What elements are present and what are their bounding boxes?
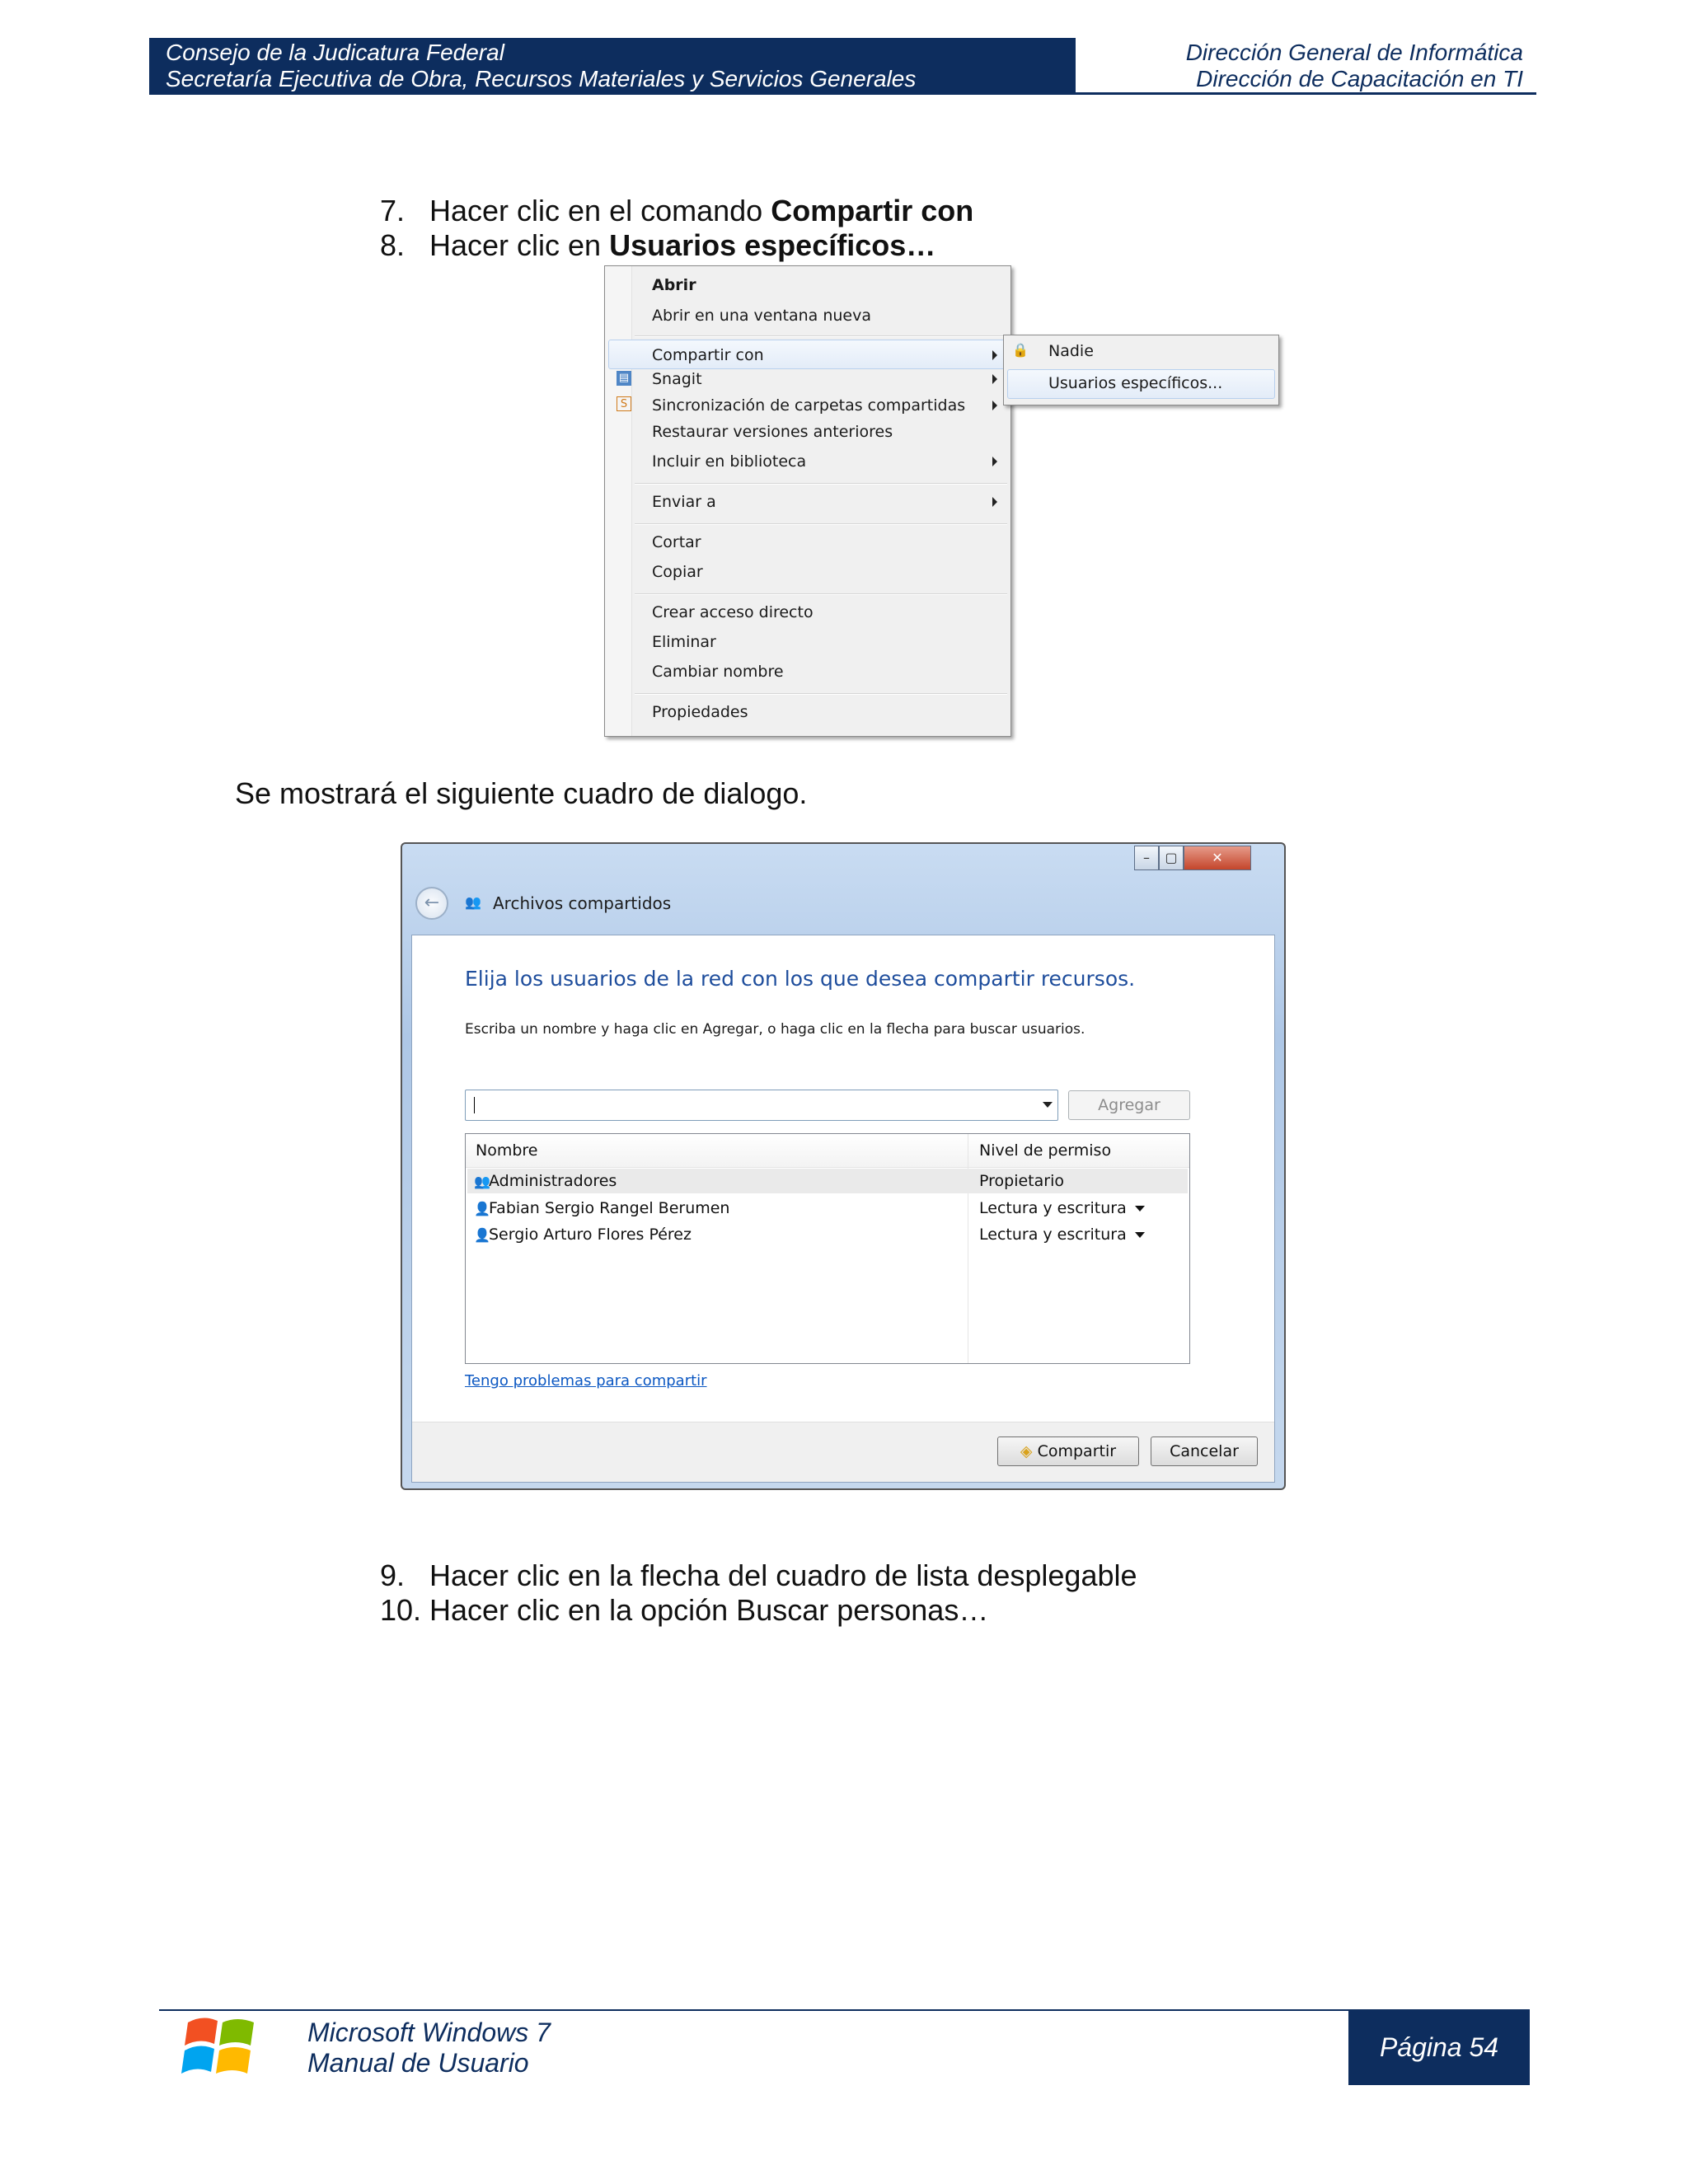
menu-item-cambiar-nombre[interactable]: Cambiar nombre bbox=[652, 663, 784, 681]
sync-icon: S bbox=[617, 396, 631, 411]
menu-item-crear-acceso-directo[interactable]: Crear acceso directo bbox=[652, 603, 814, 621]
permissions-list bbox=[465, 1133, 1190, 1364]
windows-logo-icon bbox=[181, 2011, 260, 2082]
header-org-name: Consejo de la Judicatura Federal bbox=[166, 40, 504, 65]
dialog-heading: Elija los usuarios de la red con los que desea compartir recursos. bbox=[465, 967, 1136, 991]
cancel-button[interactable]: Cancelar bbox=[1151, 1436, 1258, 1466]
submenu-arrow-icon bbox=[992, 457, 997, 466]
submenu-item-usuarios-especificos[interactable]: Usuarios específicos... bbox=[1048, 374, 1223, 392]
menu-separator bbox=[635, 335, 1007, 337]
menu-item-incluir-biblioteca[interactable]: Incluir en biblioteca bbox=[652, 452, 807, 471]
context-menu bbox=[604, 265, 1011, 737]
header-rule bbox=[149, 92, 1536, 95]
menu-item-sincronizacion[interactable]: Sincronización de carpetas compartidas bbox=[652, 396, 966, 415]
user-icon: 👤 bbox=[474, 1227, 490, 1243]
dialog-footer bbox=[412, 1422, 1274, 1482]
permission-dropdown[interactable] bbox=[979, 1222, 1145, 1247]
row-name: Fabian Sergio Rangel Berumen bbox=[489, 1199, 730, 1217]
table-row[interactable] bbox=[474, 1169, 617, 1194]
footer-product: Microsoft Windows 7 bbox=[307, 2018, 551, 2047]
menu-item-enviar-a[interactable]: Enviar a bbox=[652, 493, 716, 511]
step-7 bbox=[380, 194, 973, 228]
step-number: 10. bbox=[380, 1593, 422, 1627]
dropdown-arrow-icon[interactable] bbox=[1135, 1206, 1145, 1212]
step-text: Hacer clic en el comando bbox=[429, 194, 771, 227]
step-command: Compartir con bbox=[771, 194, 974, 227]
menu-separator bbox=[635, 593, 1007, 595]
menu-separator bbox=[635, 483, 1007, 485]
step-8 bbox=[380, 228, 935, 263]
lock-icon: 🔒 bbox=[1012, 342, 1029, 358]
shared-users-icon: 👥 bbox=[465, 894, 481, 910]
footer-title bbox=[307, 2018, 551, 2079]
footer-manual: Manual de Usuario bbox=[307, 2048, 529, 2078]
step-number: 7. bbox=[380, 194, 406, 227]
share-dialog bbox=[401, 842, 1286, 1490]
row-name: Administradores bbox=[489, 1172, 617, 1190]
add-button[interactable]: Agregar bbox=[1068, 1090, 1190, 1120]
submenu-arrow-icon bbox=[992, 401, 997, 410]
back-arrow-icon[interactable]: ← bbox=[415, 887, 448, 920]
share-button-label: Compartir bbox=[1037, 1442, 1117, 1460]
header-subdepartment: Dirección de Capacitación en TI bbox=[1196, 66, 1523, 91]
step-text: Hacer clic en la opción Buscar personas… bbox=[429, 1593, 989, 1627]
row-name: Sergio Arturo Flores Pérez bbox=[489, 1226, 692, 1244]
header-department: Dirección General de Informática bbox=[1185, 40, 1523, 65]
dropdown-arrow-icon[interactable] bbox=[1135, 1232, 1145, 1238]
table-row[interactable] bbox=[474, 1196, 729, 1221]
menu-item-propiedades[interactable]: Propiedades bbox=[652, 703, 748, 721]
menu-item-cortar[interactable]: Cortar bbox=[652, 533, 701, 551]
step-text: Hacer clic en la flecha del cuadro de lista desplegable bbox=[429, 1558, 1137, 1592]
column-header-nivel-permiso[interactable]: Nivel de permiso bbox=[979, 1141, 1112, 1160]
intro-paragraph: Se mostrará el siguiente cuadro de dialogo. bbox=[235, 776, 808, 810]
shield-icon: ◈ bbox=[1020, 1442, 1033, 1460]
submenu-item-nadie[interactable]: Nadie bbox=[1048, 342, 1094, 360]
step-10 bbox=[380, 1593, 988, 1628]
step-text: Hacer clic en bbox=[429, 228, 610, 262]
dropdown-arrow-icon[interactable] bbox=[1043, 1102, 1053, 1108]
menu-icon-gutter bbox=[605, 266, 632, 736]
menu-item-snagit[interactable]: Snagit bbox=[652, 370, 702, 388]
row-permission: Lectura y escritura bbox=[979, 1226, 1127, 1244]
page-number: Página 54 bbox=[1348, 2009, 1530, 2085]
share-submenu bbox=[1003, 335, 1279, 405]
step-number: 9. bbox=[380, 1558, 406, 1592]
menu-item-restaurar-versiones[interactable]: Restaurar versiones anteriores bbox=[652, 423, 893, 441]
header-right-block bbox=[1076, 38, 1536, 92]
table-row[interactable] bbox=[474, 1222, 692, 1248]
submenu-arrow-icon bbox=[992, 350, 997, 360]
menu-item-abrir-ventana-nueva[interactable]: Abrir en una ventana nueva bbox=[652, 307, 871, 325]
step-number: 8. bbox=[380, 228, 406, 262]
header-org-subtitle: Secretaría Ejecutiva de Obra, Recursos Materiales y Servicios Generales bbox=[166, 66, 917, 91]
dialog-title: Archivos compartidos bbox=[493, 893, 672, 913]
menu-item-copiar[interactable]: Copiar bbox=[652, 563, 703, 581]
submenu-arrow-icon bbox=[992, 497, 997, 507]
text-caret bbox=[474, 1097, 475, 1113]
row-permission: Lectura y escritura bbox=[979, 1199, 1127, 1217]
header-left-band bbox=[149, 38, 1076, 92]
submenu-arrow-icon bbox=[992, 374, 997, 384]
menu-item-abrir[interactable]: Abrir bbox=[652, 276, 696, 294]
step-command: Usuarios específicos… bbox=[609, 228, 936, 262]
permission-dropdown[interactable] bbox=[979, 1196, 1145, 1221]
menu-item-eliminar[interactable]: Eliminar bbox=[652, 633, 716, 651]
user-name-combobox[interactable] bbox=[465, 1090, 1058, 1121]
menu-separator bbox=[635, 693, 1007, 695]
column-header-nombre[interactable]: Nombre bbox=[476, 1141, 538, 1160]
step-9 bbox=[380, 1558, 1137, 1593]
dialog-instructions: Escriba un nombre y haga clic en Agregar, o haga clic en la flecha para buscar usuarios. bbox=[465, 1021, 1085, 1038]
maximize-icon[interactable]: ▢ bbox=[1159, 846, 1184, 870]
user-icon: 👤 bbox=[474, 1201, 490, 1216]
menu-item-compartir-con[interactable]: Compartir con bbox=[652, 346, 764, 364]
minimize-icon[interactable]: – bbox=[1134, 846, 1159, 870]
footer-rule bbox=[159, 2009, 1348, 2011]
share-button[interactable] bbox=[997, 1436, 1139, 1466]
snagit-icon: ▤ bbox=[617, 371, 631, 386]
close-icon[interactable]: ✕ bbox=[1184, 846, 1251, 870]
row-permission: Propietario bbox=[979, 1172, 1064, 1190]
dialog-client-area bbox=[411, 935, 1275, 1483]
sharing-problems-link[interactable]: Tengo problemas para compartir bbox=[465, 1372, 707, 1390]
menu-separator bbox=[635, 523, 1007, 525]
group-icon: 👥 bbox=[474, 1174, 490, 1189]
